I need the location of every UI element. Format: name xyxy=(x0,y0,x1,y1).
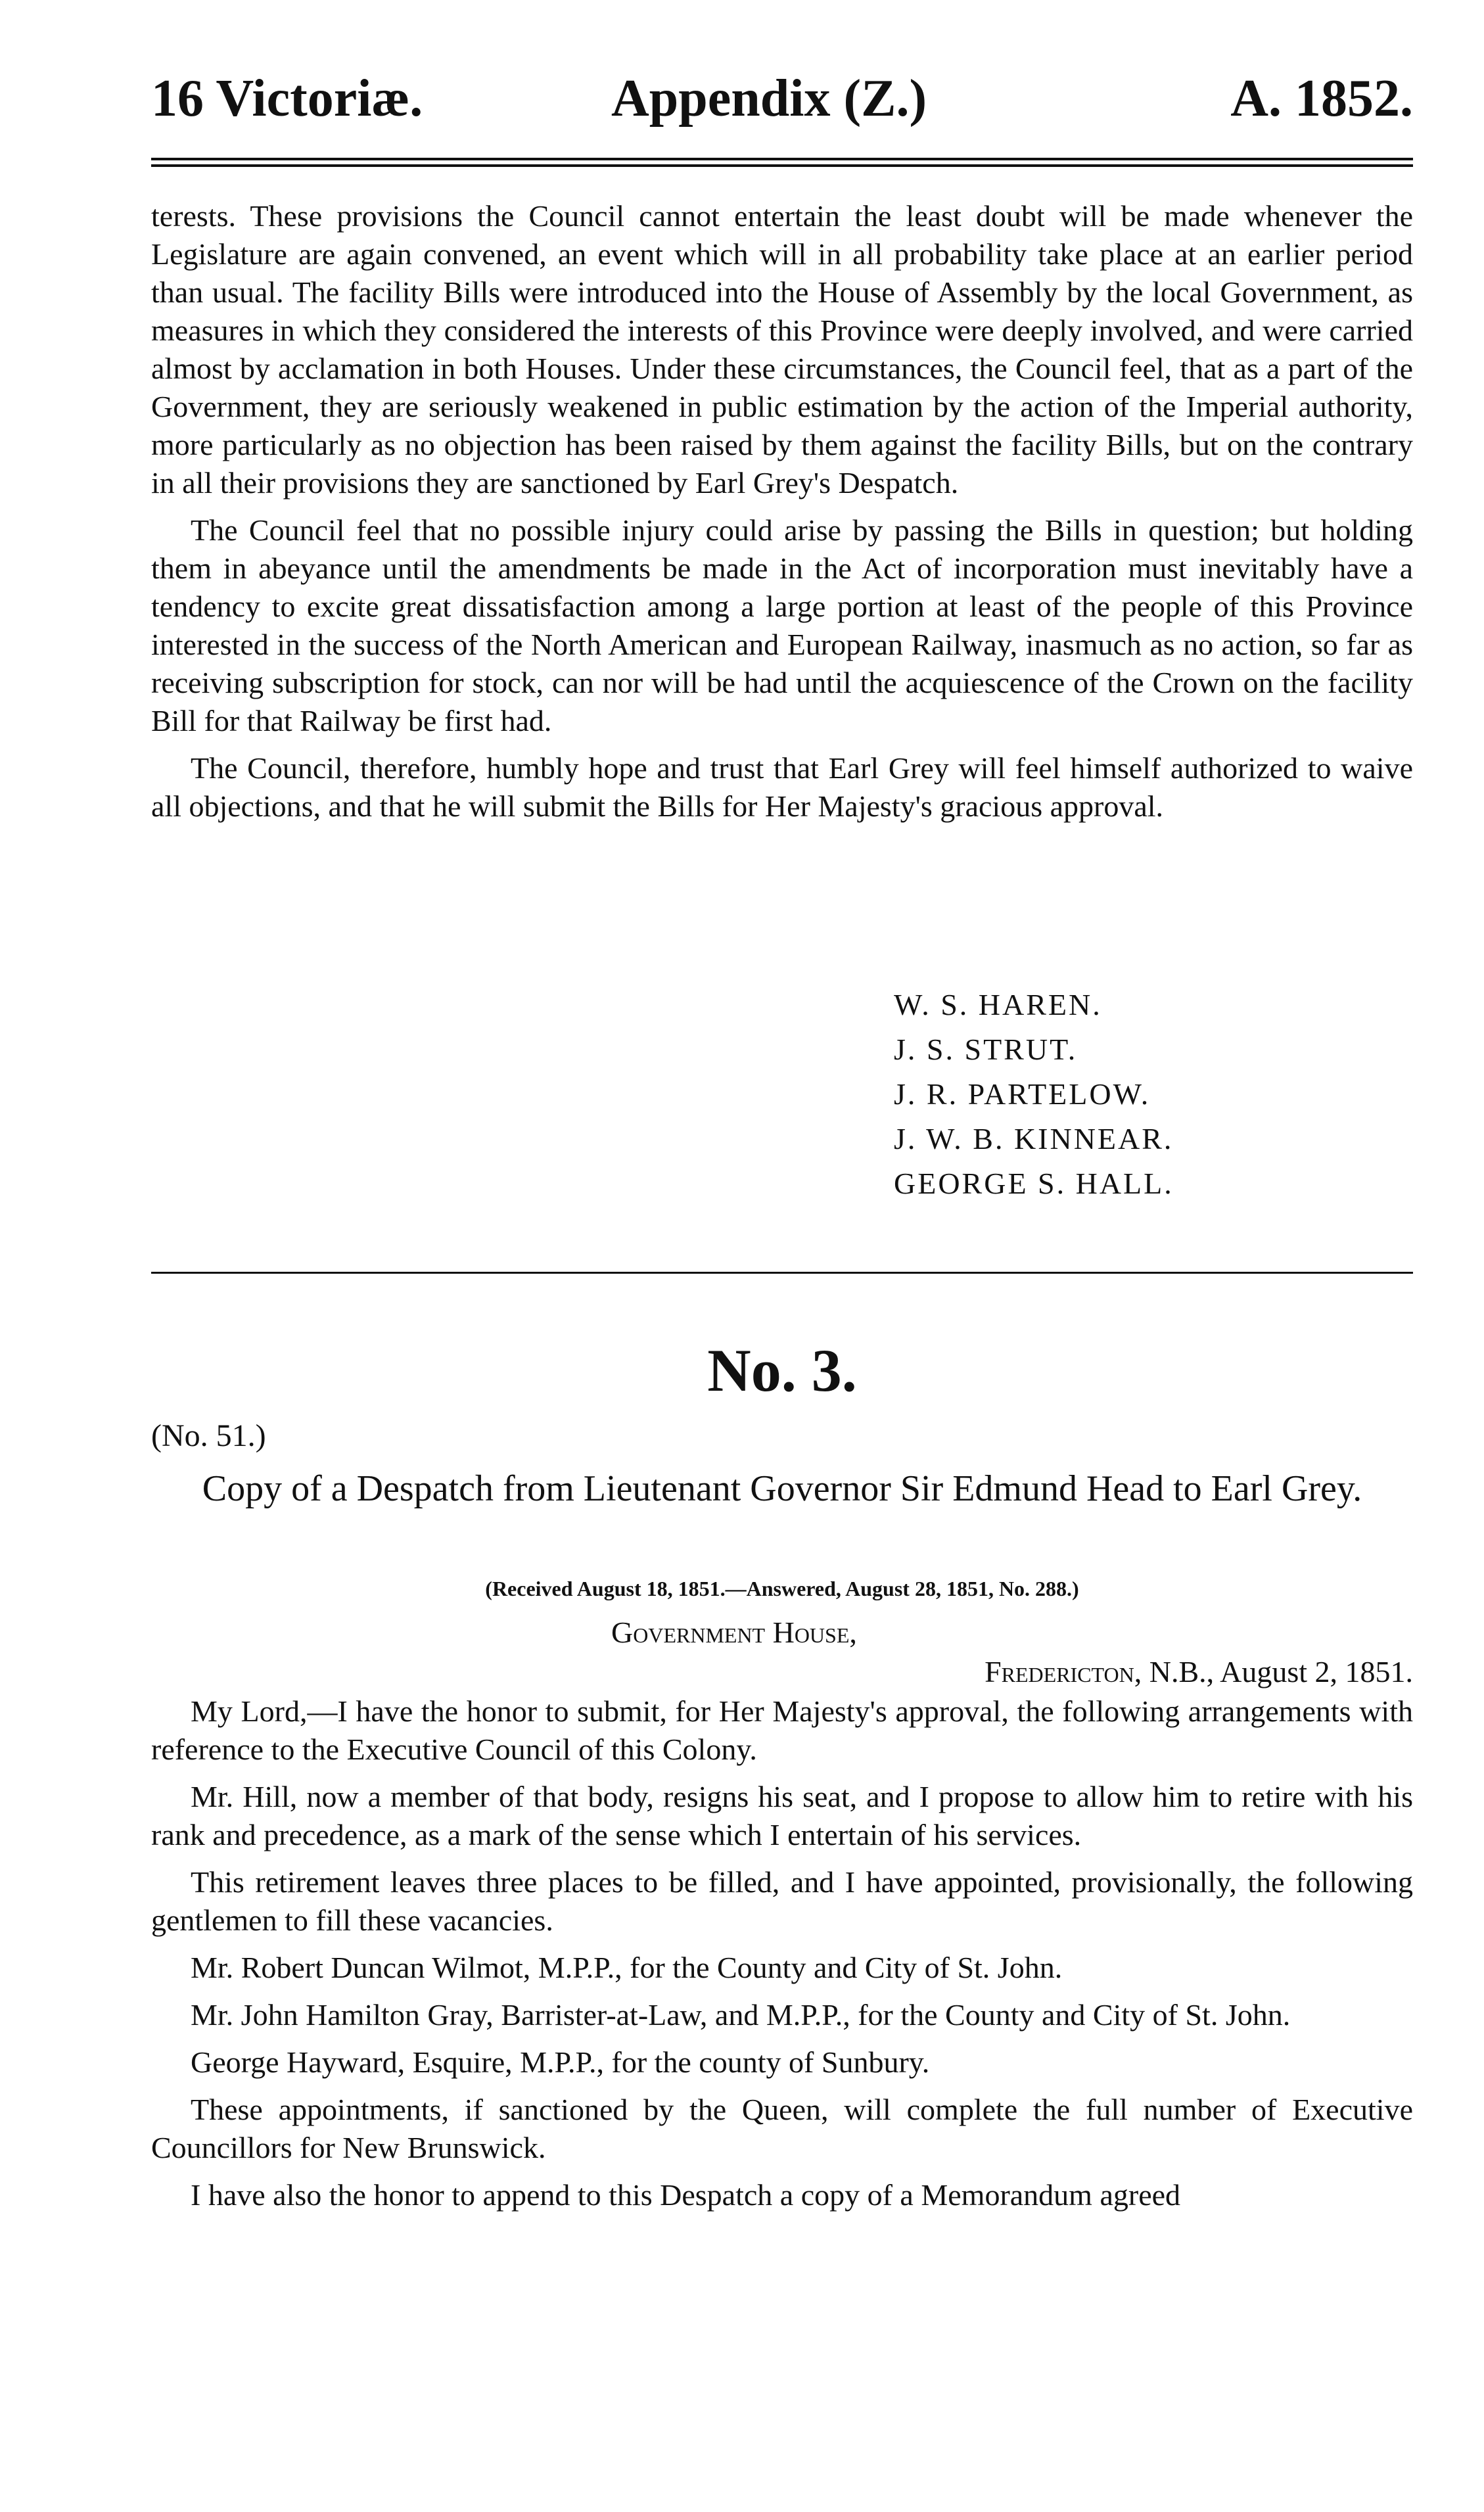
memo-paragraph-3: The Council, therefore, humbly hope and trust that Earl Grey will feel himself authorized to waive all objections, and that he will submit the Bills for Her Majesty's gracious approval. xyxy=(151,751,1413,823)
despatch-paragraph: I have also the honor to append to this Despatch a copy of a Memorandum agreed xyxy=(191,2178,1181,2212)
address-line-government-house: Government House, xyxy=(611,1616,857,1649)
signatory: J. W. B. KINNEAR. xyxy=(894,1122,1174,1155)
section-divider xyxy=(151,1272,1413,1274)
memo-paragraph-2: The Council feel that no possible injury could arise by passing the Bills in question; but holding them in abeyance until the amendments be made in the Act of incorporation must inevitably have a tendency to excite great dissatisfaction among a large portion at least of the people of this Province interested in the success of the North American and European Railway, inasmuch as no action, so far as receiving subscription for stock, can nor will be had until the acquiescence of the Crown on the facility Bill for that Railway be first had. xyxy=(151,513,1413,737)
header-double-rule xyxy=(151,158,1413,167)
despatch-paragraph: These appointments, if sanctioned by the Queen, will complete the full number of Executive Councillors for New Brunswick. xyxy=(151,2093,1413,2164)
signatory: J. S. STRUT. xyxy=(894,1033,1078,1066)
despatch-paragraph: Mr. John Hamilton Gray, Barrister-at-Law, and M.P.P., for the County and City of St. John. xyxy=(191,1998,1291,2032)
address-date: N.B., August 2, 1851. xyxy=(1149,1655,1413,1688)
address-line-place-date xyxy=(985,1653,1413,1691)
running-head-session: 16 Victoriæ. xyxy=(151,70,423,128)
section-heading: No. 3. xyxy=(707,1337,857,1404)
signatory: GEORGE S. HALL. xyxy=(894,1167,1174,1200)
running-head xyxy=(151,62,1413,135)
continued-memorandum-text xyxy=(151,197,1413,835)
signatory: J. R. PARTELOW. xyxy=(894,1077,1151,1111)
despatch-title: Copy of a Despatch from Lieutenant Governor Sir Edmund Head to Earl Grey. xyxy=(202,1468,1362,1509)
despatch-paragraph: George Hayward, Esquire, M.P.P., for the county of Sunbury. xyxy=(191,2045,930,2079)
despatch-paragraph: This retirement leaves three places to be filled, and I have appointed, provisionally, the following gentlemen to fill these vacancies. xyxy=(151,1865,1413,1937)
received-answered-note: (Received August 18, 1851.—Answered, August 28, 1851, No. 288.) xyxy=(485,1577,1079,1600)
memo-paragraph-1: terests. These provisions the Council cannot entertain the least doubt will be made whenever the Legislature are again convened, an event which will in all probability take place at an earlier period than usual. The facility Bills were introduced into the House of Assembly by the local Government, as measures in which they considered the interests of this Province were deeply involved, and were carried almost by acclamation in both Houses. Under these circumstances, the Council feel, that as a part of the Government, they are seriously weakened in public estimation by the action of the Imperial authority, more particularly as no objection has been raised by them against the facility Bills, but on the contrary in all their provisions they are sanctioned by Earl Grey's Despatch. xyxy=(151,199,1413,500)
despatch-number: (No. 51.) xyxy=(151,1418,266,1453)
signatory-list xyxy=(894,983,1174,1206)
despatch-paragraph: Mr. Robert Duncan Wilmot, M.P.P., for the County and City of St. John. xyxy=(191,1951,1063,1984)
despatch-paragraph: Mr. Hill, now a member of that body, resigns his seat, and I propose to allow him to retire with his rank and precedence, as a mark of the sense which I entertain of his services. xyxy=(151,1780,1413,1851)
signatory: W. S. HAREN. xyxy=(894,988,1102,1021)
address-place: Fredericton, xyxy=(985,1655,1142,1688)
despatch-paragraph: My Lord,—I have the honor to submit, for Her Majesty's approval, the following arrangements with reference to the Executive Council of this Colony. xyxy=(151,1694,1413,1766)
despatch-body xyxy=(151,1692,1413,2223)
running-head-year: A. 1852. xyxy=(1230,70,1413,128)
running-head-appendix: Appendix (Z.) xyxy=(611,70,927,128)
